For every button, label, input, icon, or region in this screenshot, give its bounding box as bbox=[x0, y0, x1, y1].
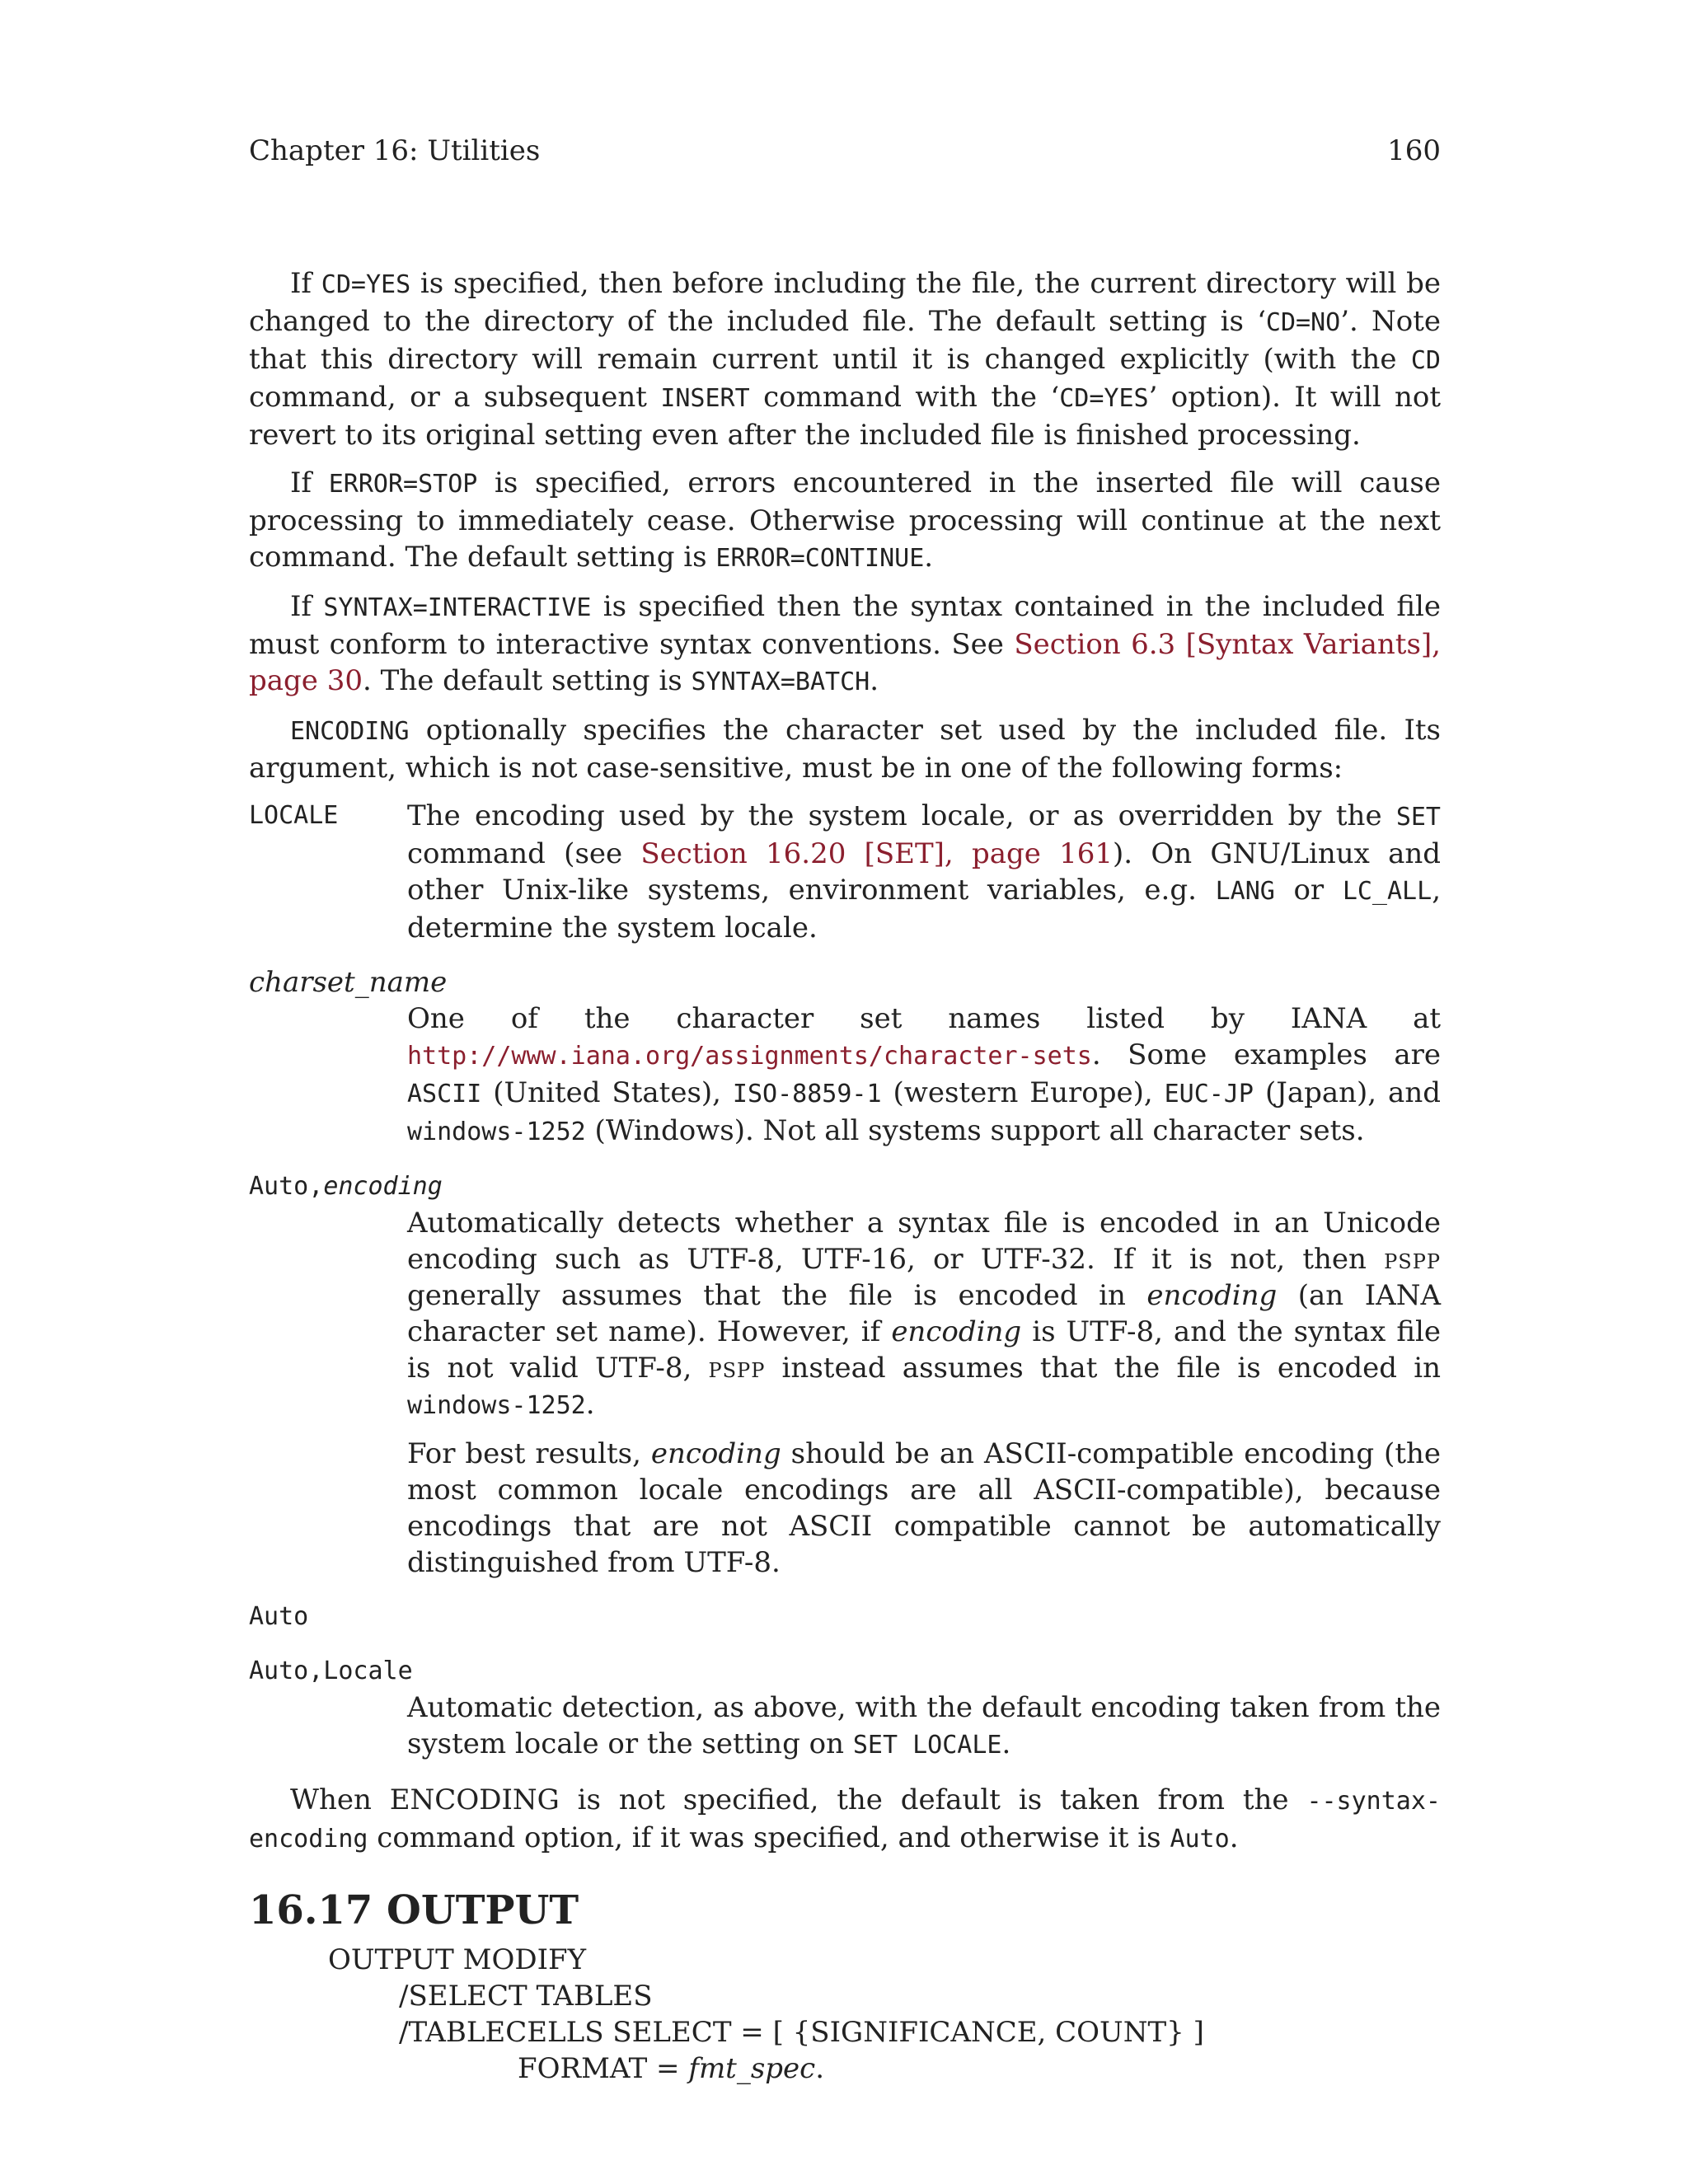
paragraph-closing: When ENCODING is not specified, the default is taken from the --syntax-encoding command option, if it was specified, and otherwise it is Auto. bbox=[249, 1783, 1441, 1854]
running-header bbox=[249, 130, 1441, 171]
desc-auto-encoding bbox=[407, 1205, 1441, 1581]
desc-locale: The encoding used by the system locale, or as overridden by the SET command (see Section 16.20 [SET], page 161). On GNU/Linux and other Unix-like systems, environment variables, e.g. LANG or LC_ALL, determine the system locale. bbox=[407, 799, 1442, 944]
definition-locale bbox=[249, 798, 1441, 946]
chapter-title: Chapter 16: Utilities bbox=[249, 134, 541, 167]
desc-charset-name: One of the character set names listed by IANA at http://www.iana.org/assignments/character-sets. Some examples are ASCII (United States), ISO-8859-1 (western Europe), EUC-JP (Japan), and windows-1252 (Windows). Not all systems support all character sets. bbox=[407, 1002, 1441, 1147]
page-body bbox=[249, 265, 1441, 2087]
desc-auto-encoding-p1: Automatically detects whether a syntax file is encoded in an Unicode encoding such as UTF-8, UTF-16, or UTF-32. If it is not, then pspp generally assumes that the file is encoded in encoding (an IANA character set name). However, if encoding is UTF-8, and the syntax file is not valid UTF-8, pspp instead assumes that the file is encoded in windows-1252. bbox=[407, 1207, 1441, 1421]
page-number: 160 bbox=[1387, 134, 1441, 167]
section-heading: 16.17 OUTPUT bbox=[249, 1887, 579, 1933]
term-auto: Auto bbox=[249, 1602, 309, 1631]
paragraph-syntax: If SYNTAX=INTERACTIVE is specified then the syntax contained in the included file must conform to interactive syntax conventions. See Section 6.3 [Syntax Variants], page 30. The default setting is SYNTAX=BATCH. bbox=[249, 590, 1441, 697]
output-syntax-block bbox=[249, 1942, 1441, 2087]
term-locale: LOCALE bbox=[249, 801, 339, 830]
paragraph-error: If ERROR=STOP is specified, errors encountered in the inserted file will cause processing to immediately cease. Otherwise processing will continue at the next command. The default setting is ERROR=CONTINUE. bbox=[249, 466, 1442, 574]
iana-url-link[interactable]: http://www.iana.org/assignments/character-sets bbox=[407, 1042, 1092, 1071]
syntax-line: /SELECT TABLES bbox=[399, 1980, 653, 2013]
syntax-line: OUTPUT MODIFY bbox=[328, 1943, 587, 1976]
paragraph-cd: If CD=YES is specified, then before including the file, the current directory will be changed to the directory of the included file. The default setting is ‘CD=NO’. Note that this directory will remain current until it is changed explicitly (with the CD command, or a subsequent INSERT command with the ‘CD=YES’ option). It will not revert to its original setting even after the included file is finished processing. bbox=[249, 267, 1442, 452]
term-auto-encoding: Auto,encoding bbox=[249, 1172, 443, 1201]
paragraph-encoding: ENCODING optionally specifies the character set used by the included file. Its argument, which is not case-sensitive, must be in one of the following forms: bbox=[249, 714, 1441, 785]
term-auto-locale: Auto,Locale bbox=[249, 1657, 413, 1685]
syntax-line: FORMAT = fmt_spec. bbox=[518, 2052, 825, 2085]
desc-auto-locale: Automatic detection, as above, with the default encoding taken from the system locale or the setting on SET LOCALE. bbox=[407, 1691, 1441, 1760]
definition-auto bbox=[249, 1599, 1441, 1764]
desc-auto-encoding-p2: For best results, encoding should be an ASCII-compatible encoding (the most common locale encodings are all ASCII-compatible), because encodings that are not ASCII compatible cannot be automatically distinguished from UTF-8. bbox=[407, 1437, 1441, 1579]
definition-charset-name bbox=[249, 964, 1441, 1151]
set-section-link[interactable]: Section 16.20 [SET], page 161 bbox=[640, 837, 1114, 870]
encoding-forms-list bbox=[249, 798, 1441, 1764]
definition-auto-encoding bbox=[249, 1169, 1441, 1581]
syntax-variants-link[interactable]: Section 6.3 [Syntax Variants], page 30 bbox=[249, 628, 1441, 697]
syntax-line: /TABLECELLS SELECT = [ {SIGNIFICANCE, COUNT} ] bbox=[399, 2016, 1204, 2049]
term-charset-name: charset_name bbox=[249, 966, 448, 999]
